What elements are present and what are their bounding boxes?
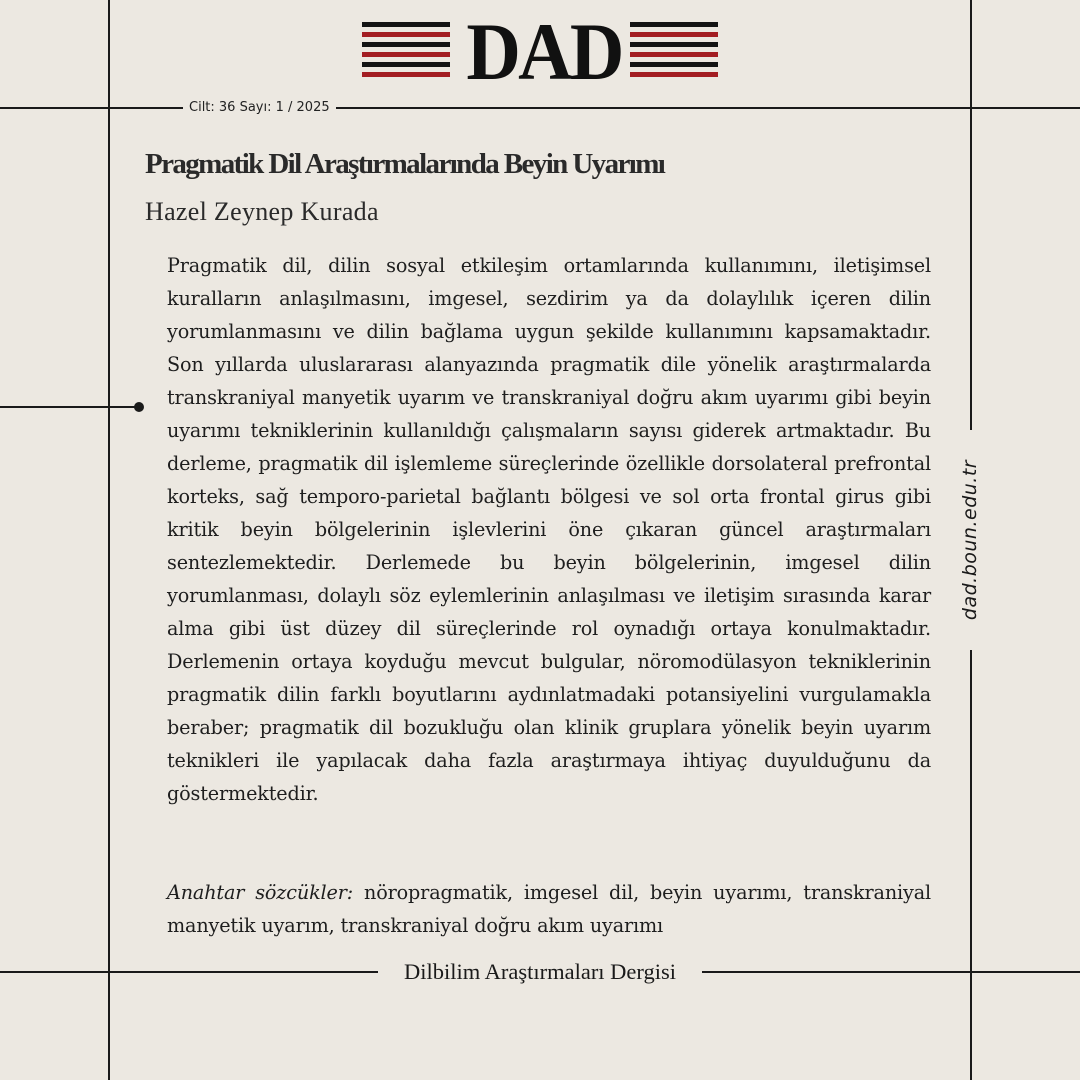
journal-name: Dilbilim Araştırmaları Dergisi [378,955,702,989]
article-title: Pragmatik Dil Araştırmalarında Beyin Uyarımı [145,148,665,180]
logo-stripes-right [630,22,718,82]
frame-top-line [0,107,1080,109]
website-url[interactable]: dad.boun.edu.tr [956,430,984,650]
logo-stripes-left [362,22,450,82]
keywords-list: nöropragmatik, imgesel dil, beyin uyarımı, transkraniyal manyetik uyarım, transkraniyal doğru akım uyarımı [167,881,931,937]
pointer-dot [134,402,144,412]
frame-left-line [108,0,110,1080]
article-abstract: Pragmatik dil, dilin sosyal etkileşim ortamlarında kullanımını, iletişimsel kuralların anlaşılmasını, imgesel, sezdirim ya da dolaylılık içeren dilin yorumlanmasını ve dilin bağlama uygun şekilde kullanımını kapsamaktadır. Son yıllarda uluslararası alanyazında pragmatik dile yönelik araştırmalarda transkraniyal manyetik uyarım ve transkraniyal doğru akım uyarımı gibi beyin uyarımı tekniklerinin kullanıldığı çalışmaların sayısı giderek artmaktadır. Bu derleme, pragmatik dil işlemleme süreçlerinde özellikle dorsolateral prefrontal korteks, sağ temporo-parietal bağlantı bölgesi ve sol orta frontal girus gibi kritik beyin bölgelerinin işlevlerini öne çıkaran güncel araştırmaları sentezlemektedir. Derlemede bu beyin bölgelerinin, imgesel dilin yorumlanması, dolaylı söz eylemlerinin anlaşılması ve iletişim sırasında karar alma gibi üst düzey dil süreçlerinde rol oynadığı ortaya konulmaktadır. Derlemenin ortaya koyduğu mevcut bulgular, nöromodülasyon tekniklerinin pragmatik dilin farklı boyutlarını aydınlatmadaki potansiyelini vurgulamakla beraber; pragmatik dil bozukluğu olan klinik gruplara yönelik beyin uyarım teknikleri ile yapılacak daha fazla araştırmaya ihtiyaç duyulduğunu da göstermektedir. [167,254,931,805]
issue-info: Cilt: 36 Sayı: 1 / 2025 [183,99,336,117]
dad-logo [360,6,720,97]
logo-text: DAD [466,6,622,97]
article-author: Hazel Zeynep Kurada [145,197,379,226]
keywords-label: Anahtar sözcükler: [167,881,354,904]
keywords-paragraph [167,876,931,942]
pointer-line [0,406,140,408]
